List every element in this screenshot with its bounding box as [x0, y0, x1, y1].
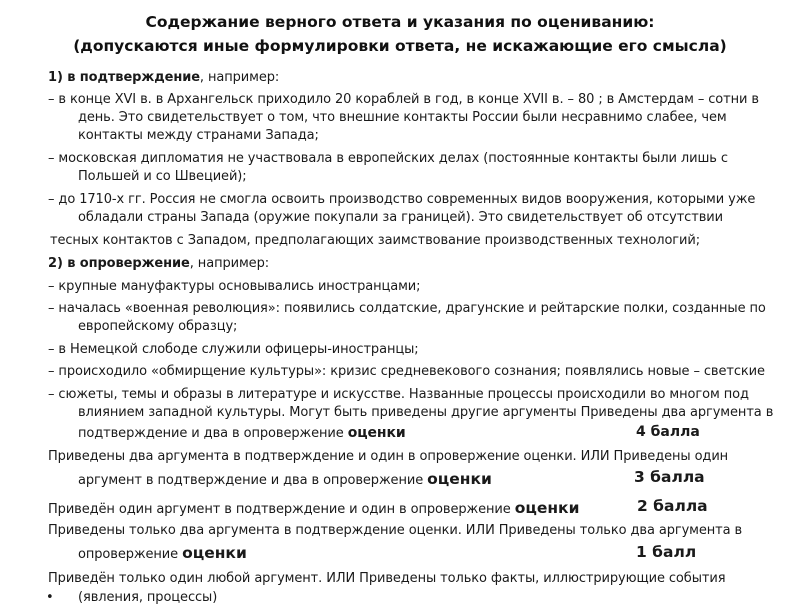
section2-line-6: влиянием западной культуры. Могут быть приведены другие аргументы Приведены два аргумента в — [78, 405, 774, 420]
score1-criteria-word: оценки — [182, 544, 247, 562]
title-line-1: Содержание верного ответа и указания по оцениванию: — [145, 13, 655, 31]
section1-line-3: – московская дипломатия не участвовала в европейских делах (постоянные контакты были лишь с — [48, 151, 728, 166]
bullet-icon: • — [46, 590, 54, 605]
score3-value: 3 балла — [634, 468, 705, 486]
section2-line-0: – крупные мануфактуры основывались иностранцами; — [48, 279, 421, 294]
section2-line-1: – началась «военная революция»: появились солдатские, драгунские и рейтарские полки, созданные по — [48, 301, 766, 316]
score1-value: 1 балл — [636, 543, 697, 561]
score3-criteria-text: аргумент в подтверждение и два в опровержение — [78, 473, 428, 488]
score3-criteria — [78, 470, 492, 488]
section1-heading: 1) в подтверждение — [48, 70, 200, 85]
score2-value: 2 балла — [637, 497, 708, 515]
section2-heading: 2) в опровержение — [48, 256, 190, 271]
section2-heading-row — [48, 256, 269, 271]
score3-criteria-word: оценки — [427, 470, 492, 488]
score3-criteria-line-1: Приведены два аргумента в подтверждение и один в опровержение оценки. ИЛИ Приведены один — [48, 449, 729, 464]
section1-line-0: – в конце XVI в. в Архангельск приходило 20 кораблей в год, в конце XVII в. – 80 ; в Амстердам – сотни в — [48, 92, 759, 107]
score4-criteria — [78, 425, 406, 441]
score2-criteria — [48, 499, 579, 517]
section1-heading-row — [48, 70, 279, 85]
score0-criteria-line-2: (явления, процессы) — [78, 590, 218, 605]
section1-line-7: тесных контактов с Западом, предполагающих заимствование производственных технологий; — [50, 233, 701, 248]
section2-line-2: европейскому образцу; — [78, 319, 238, 334]
score1-criteria-text: опровержение — [78, 547, 183, 562]
score2-criteria-text: Приведён один аргумент в подтверждение и один в опровержение — [48, 502, 515, 517]
section1-line-6: обладали страны Запада (оружие покупали за границей). Это свидетельствует об отсутствии — [78, 210, 723, 225]
section1-line-5: – до 1710-х гг. Россия не смогла освоить производство современных видов вооружения, которыми уже — [48, 192, 756, 207]
score1-criteria-line-1: Приведены только два аргумента в подтверждение оценки. ИЛИ Приведены только два аргумента в — [48, 523, 743, 538]
section2-line-4: – происходило «обмирщение культуры»: кризис средневекового сознания; появлялись новые – светские — [48, 364, 765, 379]
title-line-2: (допускаются иные формулировки ответа, не искажающие его смысла) — [73, 37, 727, 55]
score1-criteria — [78, 544, 247, 562]
score4-criteria-text: подтверждение и два в опровержение — [78, 426, 348, 441]
section1-line-2: контакты между странами Запада; — [78, 128, 319, 143]
score0-criteria-line-1: Приведён только один любой аргумент. ИЛИ Приведены только факты, иллюстрирующие события — [48, 571, 726, 586]
section2-line-3: – в Немецкой слободе служили офицеры-иностранцы; — [48, 342, 419, 357]
section2-line-5: – сюжеты, темы и образы в литературе и искусстве. Названные процессы происходили во многом под — [48, 387, 749, 402]
section1-line-4: Польшей и со Швецией); — [78, 169, 247, 184]
score4-value: 4 балла — [636, 424, 700, 440]
score4-criteria-word: оценки — [347, 425, 406, 441]
section1-line-1: день. Это свидетельствует о том, что внешние контакты России были несравнимо слабее, чем — [78, 110, 727, 125]
section1-heading-suffix: , например: — [199, 70, 280, 85]
score2-criteria-word: оценки — [514, 499, 580, 517]
section2-heading-suffix: , например: — [189, 256, 270, 271]
